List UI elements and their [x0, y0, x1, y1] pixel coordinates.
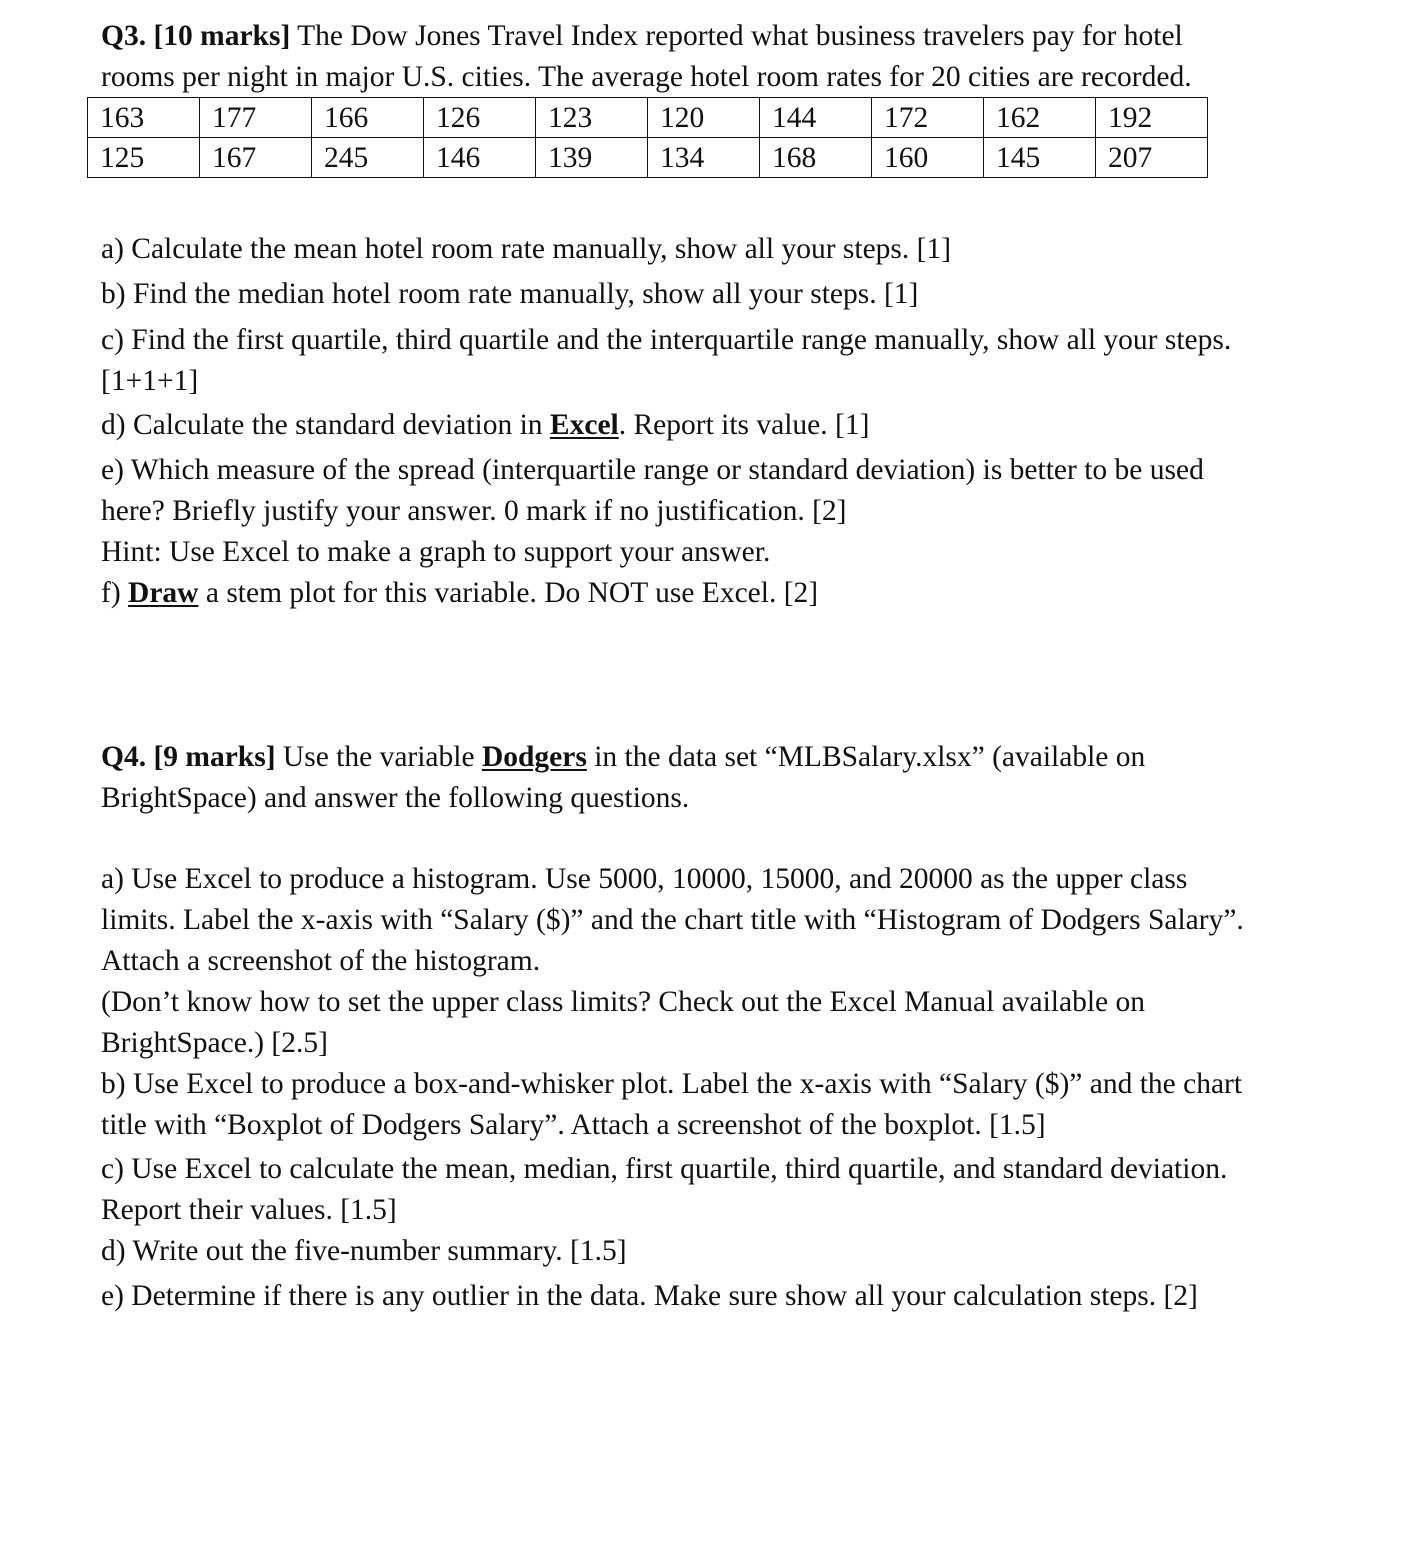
q4-part-b-line-1: b) Use Excel to produce a box-and-whisker plot. Label the x-axis with “Salary ($)” and the chart [101, 1068, 1243, 1100]
table-row [88, 98, 1208, 138]
q4-intro-pre: Use the variable [275, 741, 482, 773]
q3-part-f [101, 573, 818, 613]
q4-part-c-line-1: c) Use Excel to calculate the mean, median, first quartile, third quartile, and standard deviation. [101, 1153, 1228, 1185]
table-cell: 166 [312, 98, 424, 138]
table-cell: 144 [760, 98, 872, 138]
q4-part-b-line-2: title with “Boxplot of Dodgers Salary”. Attach a screenshot of the boxplot. [1.5] [101, 1109, 1046, 1141]
q3-intro-line-1 [101, 16, 1183, 56]
table-cell: 177 [200, 98, 312, 138]
q3-part-b: b) Find the median hotel room rate manually, show all your steps. [1] [101, 278, 919, 310]
q4-part-a-line-3: Attach a screenshot of the histogram. [101, 945, 541, 977]
table-cell: 207 [1096, 138, 1208, 178]
q3-part-f-draw: Draw [128, 577, 199, 609]
table-cell: 192 [1096, 98, 1208, 138]
q3-part-c-line-1: c) Find the first quartile, third quartile and the interquartile range manually, show all your steps. [101, 324, 1232, 356]
table-row [88, 138, 1208, 178]
table-cell: 162 [984, 98, 1096, 138]
q3-part-c-line-2: [1+1+1] [101, 365, 199, 397]
table-cell: 168 [760, 138, 872, 178]
table-cell: 134 [648, 138, 760, 178]
q4-intro-line-1 [101, 737, 1145, 777]
q3-part-e-line-2: here? Briefly justify your answer. 0 mark if no justification. [2] [101, 495, 847, 527]
table-cell: 123 [536, 98, 648, 138]
q4-intro-line-2: BrightSpace) and answer the following questions. [101, 782, 690, 814]
q3-heading: Q3. [10 marks] [101, 20, 291, 52]
table-cell: 145 [984, 138, 1096, 178]
q4-part-c-line-2: Report their values. [1.5] [101, 1194, 397, 1226]
q3-part-d-excel: Excel [549, 409, 619, 441]
q3-part-f-post: a stem plot for this variable. Do NOT use Excel. [2] [198, 577, 819, 609]
q4-part-a-line-5: BrightSpace.) [2.5] [101, 1027, 328, 1059]
q4-part-d: d) Write out the five-number summary. [1.5] [101, 1235, 627, 1267]
table-cell: 126 [424, 98, 536, 138]
table-cell: 146 [424, 138, 536, 178]
q4-part-a-line-4: (Don’t know how to set the upper class limits? Check out the Excel Manual available on [101, 986, 1145, 1018]
table-cell: 160 [872, 138, 984, 178]
table-cell: 139 [536, 138, 648, 178]
q4-part-a-line-1: a) Use Excel to produce a histogram. Use 5000, 10000, 15000, and 20000 as the upper class [101, 863, 1188, 895]
q4-dodgers-variable: Dodgers [481, 741, 587, 773]
q4-heading: Q4. [9 marks] [101, 741, 276, 773]
q3-part-d-pre: d) Calculate the standard deviation in [101, 409, 550, 441]
q3-part-a: a) Calculate the mean hotel room rate manually, show all your steps. [1] [101, 233, 952, 265]
q3-part-f-pre: f) [101, 577, 129, 609]
hotel-rates-table [87, 97, 1208, 178]
q3-part-d-post: . Report its value. [1] [618, 409, 870, 441]
table-cell: 125 [88, 138, 200, 178]
q3-part-e-line-1: e) Which measure of the spread (interquartile range or standard deviation) is better to be used [101, 454, 1204, 486]
q4-part-e: e) Determine if there is any outlier in the data. Make sure show all your calculation steps. [2] [101, 1280, 1198, 1312]
table-cell: 163 [88, 98, 200, 138]
q4-intro-post: in the data set “MLBSalary.xlsx” (available on [586, 741, 1146, 773]
q3-hint: Hint: Use Excel to make a graph to support your answer. [101, 536, 771, 568]
table-cell: 120 [648, 98, 760, 138]
table-cell: 245 [312, 138, 424, 178]
q4-part-a-line-2: limits. Label the x-axis with “Salary ($)” and the chart title with “Histogram of Dodgers Salary”. [101, 904, 1244, 936]
table-cell: 172 [872, 98, 984, 138]
q3-intro-line-2: rooms per night in major U.S. cities. The average hotel room rates for 20 cities are recorded. [101, 61, 1192, 93]
q3-part-d [101, 405, 869, 445]
table-cell: 167 [200, 138, 312, 178]
q3-intro-text: The Dow Jones Travel Index reported what business travelers pay for hotel [290, 20, 1183, 52]
